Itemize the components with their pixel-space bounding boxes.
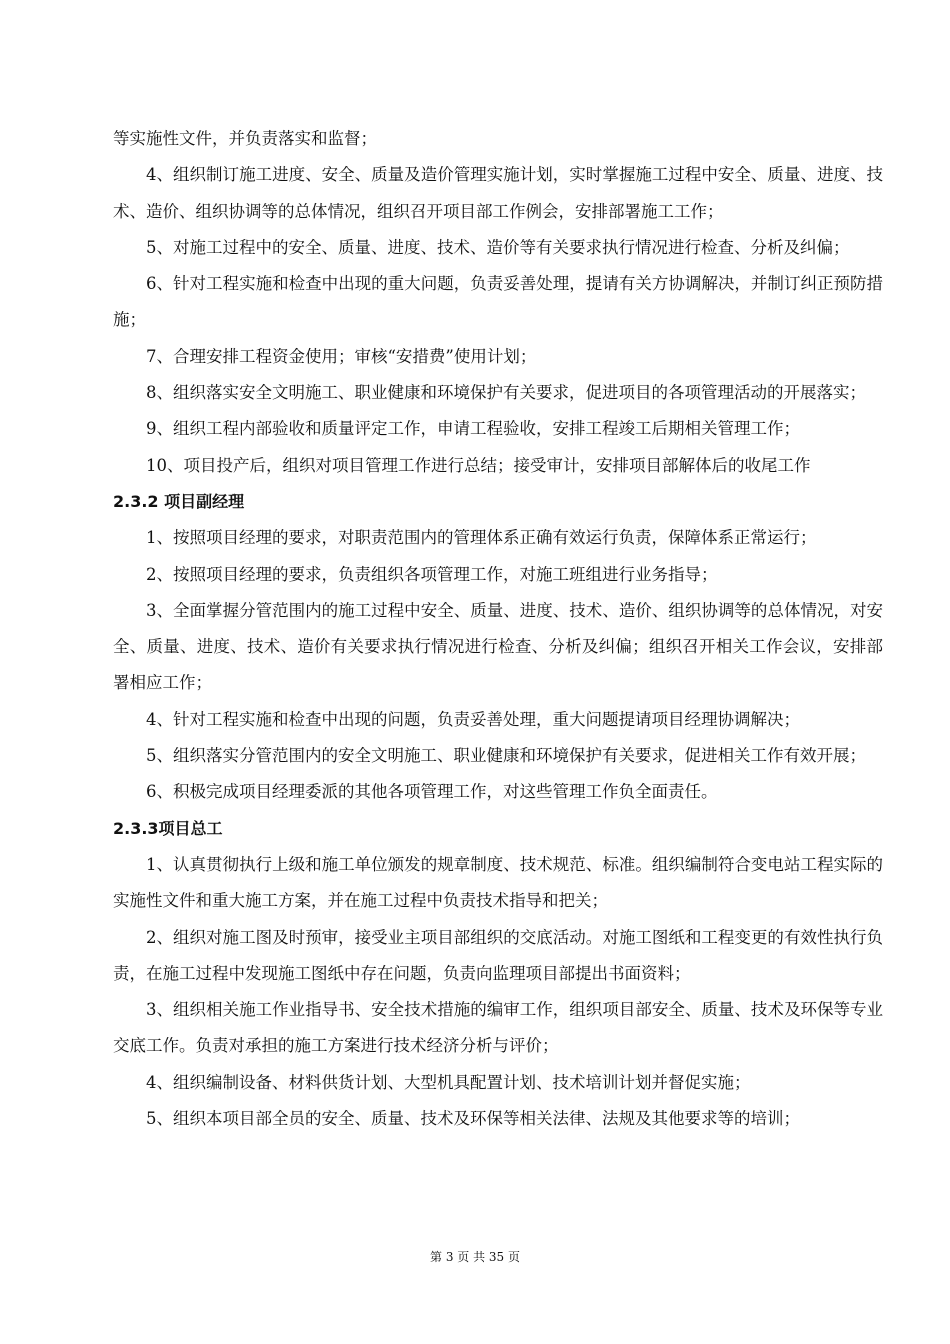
list-item: 1、认真贯彻执行上级和施工单位颁发的规章制度、技术规范、标准。组织编制符合变电站工程实际的实施性文件和重大施工方案，并在施工过程中负责技术指导和把关； (113, 854, 883, 911)
list-item: 2、按照项目经理的要求，负责组织各项管理工作，对施工班组进行业务指导； (146, 564, 718, 584)
list-item: 2、组织对施工图及时预审，接受业主项目部组织的交底活动。对施工图纸和工程变更的有效性执行负责，在施工过程中发现施工图纸中存在问题，负责向监理项目部提出书面资料； (113, 927, 883, 983)
list-item: 7、合理安排工程资金使用；审核“安措费”使用计划； (146, 346, 537, 366)
list-item: 10、项目投产后，组织对项目管理工作进行总结；接受审计，安排项目部解体后的收尾工作 (146, 455, 811, 475)
list-item: 8、组织落实安全文明施工、职业健康和环境保护有关要求，促进项目的各项管理活动的开展落实； (146, 383, 866, 403)
list-item: 5、组织本项目部全员的安全、质量、技术及环保等相关法律、法规及其他要求等的培训； (146, 1109, 800, 1129)
section-heading-chief-engineer: 2.3.3项目总工 (113, 818, 223, 838)
page-number-footer: 第 3 页 共 35 页 (430, 1250, 520, 1264)
page-body (113, 121, 883, 1137)
list-item: 5、组织落实分管范围内的安全文明施工、职业健康和环境保护有关要求，促进相关工作有效开展； (146, 746, 866, 766)
list-item: 3、全面掌握分管范围内的施工过程中安全、质量、进度、技术、造价、组织协调等的总体情况，对安全、质量、进度、技术、造价有关要求执行情况进行检查、分析及纠偏；组织召开相关工作会议，安排部署相应工作； (113, 600, 883, 693)
list-item: 5、对施工过程中的安全、质量、进度、技术、造价等有关要求执行情况进行检查、分析及纠偏； (146, 237, 850, 257)
list-item: 4、针对工程实施和检查中出现的问题，负责妥善处理，重大问题提请项目经理协调解决； (146, 709, 800, 729)
list-item: 3、组织相关施工作业指导书、安全技术措施的编审工作，组织项目部安全、质量、技术及环保等专业交底工作。负责对承担的施工方案进行技术经济分析与评价； (113, 1000, 883, 1056)
list-item: 1、按照项目经理的要求，对职责范围内的管理体系正确有效运行负责，保障体系正常运行； (146, 528, 817, 548)
list-item: 4、组织制订施工进度、安全、质量及造价管理实施计划，实时掌握施工过程中安全、质量、进度、技术、造价、组织协调等的总体情况，组织召开项目部工作例会，安排部署施工工作； (113, 165, 883, 221)
list-item: 6、积极完成项目经理委派的其他各项管理工作，对这些管理工作负全面责任。 (146, 782, 718, 802)
list-item: 4、组织编制设备、材料供货计划、大型机具配置计划、技术培训计划并督促实施； (146, 1072, 751, 1092)
list-item: 6、针对工程实施和检查中出现的重大问题，负责妥善处理，提请有关方协调解决，并制订纠正预防措施； (113, 274, 883, 330)
list-item: 9、组织工程内部验收和质量评定工作，申请工程验收，安排工程竣工后期相关管理工作； (146, 419, 800, 439)
section-heading-deputy-manager: 2.3.2 项目副经理 (113, 491, 245, 511)
paragraph-continuation: 等实施性文件，并负责落实和监督； (113, 129, 377, 148)
